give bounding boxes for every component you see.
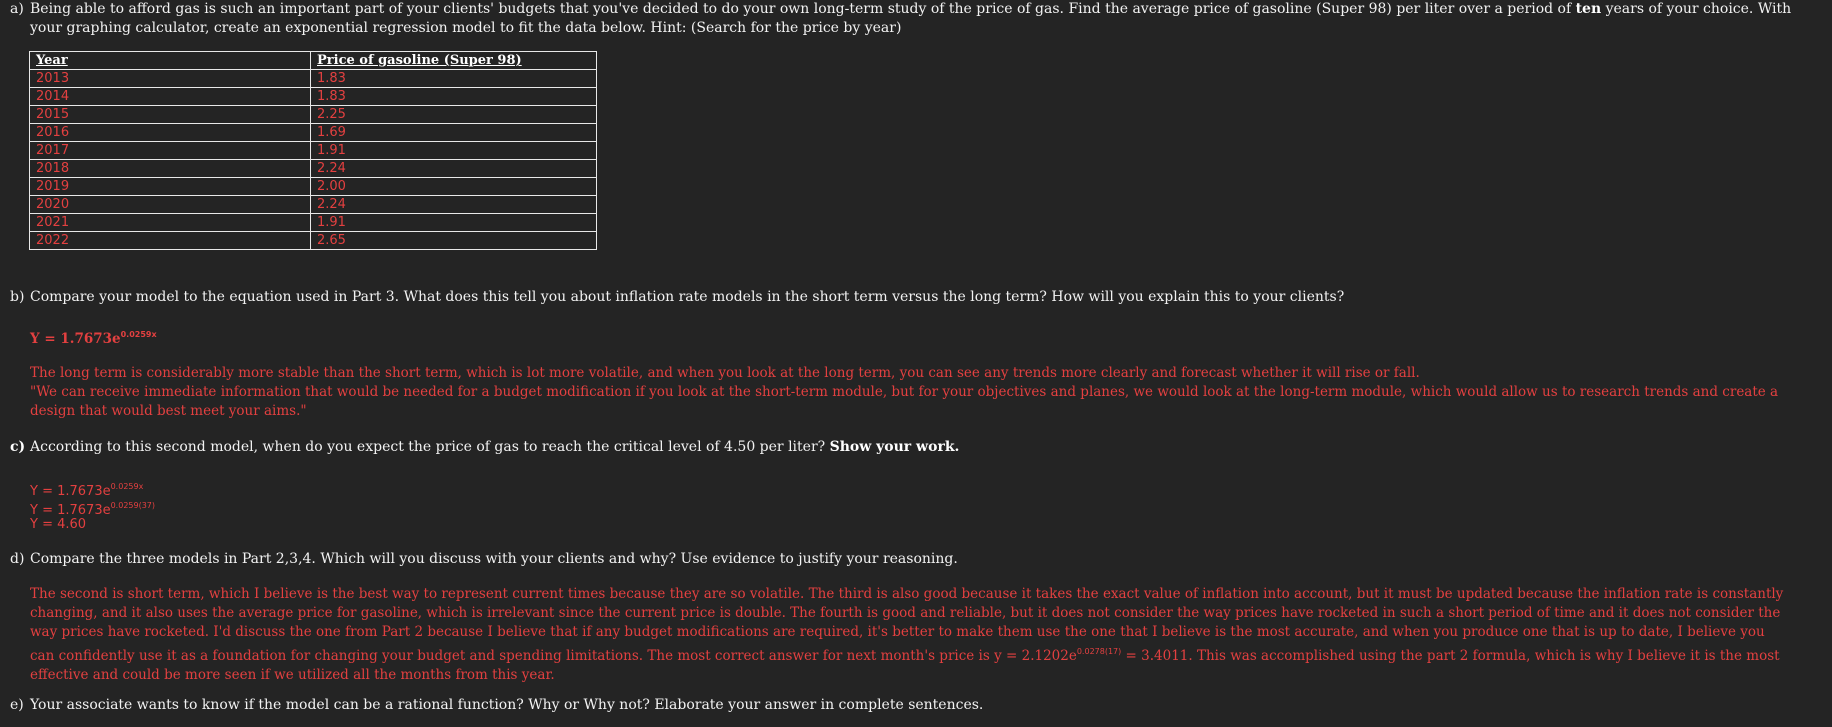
price-cell: 2.25 [311,106,597,124]
table-row [30,232,597,250]
question-a-text-1: Being able to afford gas is such an important part of your clients' budgets that you've decided to do your own long-term study of the price of gas. Find the average price of gasoline (Super 98) per liter over a period of [30,1,1576,17]
price-cell: 1.69 [311,124,597,142]
equation-base: Y = 1.7673e [30,503,111,518]
question-c [10,438,1818,457]
year-cell: 2018 [30,160,311,178]
year-cell: 2022 [30,232,311,250]
price-cell: 1.83 [311,88,597,106]
answer-b-text-2: "We can receive immediate information that would be needed for a budget modification if you look at the short-term module, but for your objectives and planes, we would look at the long-term module, which would allow us to research trends and create a design that would best meet your aims." [30,384,1779,419]
table-header-row [30,52,597,70]
table-row [30,178,597,196]
header-year: Year [30,52,311,70]
answer-c-line-3: Y = 4.60 [30,517,87,532]
price-cell: 1.83 [311,70,597,88]
year-cell: 2017 [30,142,311,160]
table-row [30,142,597,160]
question-e-text: Your associate wants to know if the model can be a rational function? Why or Why not? Elaborate your answer in complete sentences. [30,697,984,713]
table-row [30,214,597,232]
question-a-bold: ten [1575,1,1602,17]
table-row [30,196,597,214]
question-a [10,0,1818,38]
question-c-bold: Show your work. [829,439,960,455]
table-row [30,124,597,142]
question-e-label: e) [10,697,24,713]
equation-exponent: 0.0259(37) [110,501,156,510]
equation-exponent: 0.0259x [110,482,144,491]
question-d-label: d) [10,551,25,567]
gas-price-table [29,51,597,250]
price-cell: 1.91 [311,142,597,160]
answer-d-part-2: = 3.4011. This was accomplished using the part 2 formula, which is why I believe it is the most effective and could be more seen if we utilized all the months from this year. [30,648,1780,683]
equation-base: Y = 1.7673e [30,484,111,499]
year-cell: 2014 [30,88,311,106]
answer-d-text [30,585,1792,685]
question-b-label: b) [10,289,25,305]
answer-b-equation [30,325,157,349]
question-a-label: a) [10,1,24,17]
price-cell: 2.24 [311,196,597,214]
answer-d-part-1: The second is short term, which I believe is the best way to represent current times because they are so volatile. The third is also good because it takes the exact value of inflation into account, but it must be updated because the inflation rate is constantly changing, and it also uses the average price for gasoline, which is irrelevant since the current price is double. The fourth is good and reliable, but it does not consider the way prices have rocketed in such a short period of time and it does not consider the way prices have rocketed. I'd discuss the one from Part 2 because I believe that if any budget modifications are required, it's better to make them use the one that I believe is the most accurate, and when you produce one that is up to date, I believe you can confidently use it as a foundation for changing your budget and spending limitations. The most correct answer for next month's price is y = 2.1202e [30,586,1784,664]
price-cell: 1.91 [311,214,597,232]
question-c-label: c) [10,439,26,455]
question-a-text-2: your graphing calculator, create an exponential regression model to fit the data below. Hint: (Search for the price by year) [30,20,902,36]
year-cell: 2013 [30,70,311,88]
table-row [30,70,597,88]
price-cell: 2.00 [311,178,597,196]
table-row [30,88,597,106]
equation-base: Y = 1.7673e [30,331,121,347]
year-cell: 2015 [30,106,311,124]
equation-exponent: 0.0278(17) [1076,647,1122,656]
price-cell: 2.24 [311,160,597,178]
question-b [10,288,1818,307]
question-e [10,696,1818,715]
year-cell: 2020 [30,196,311,214]
answer-b-text-1: The long term is considerably more stable than the short term, which is lot more volatile, and when you look at the long term, you can see any trends more clearly and forecast whether it will rise or fall. [30,365,1420,381]
year-cell: 2019 [30,178,311,196]
question-c-text: According to this second model, when do you expect the price of gas to reach the critical level of 4.50 per liter? [30,439,830,455]
question-a-text-1-end: years of your choice. With [1601,1,1792,17]
table-row [30,106,597,124]
equation-exponent: 0.0259x [120,330,157,339]
question-d [10,550,1818,569]
table-row [30,160,597,178]
price-cell: 2.65 [311,232,597,250]
year-cell: 2016 [30,124,311,142]
question-b-text: Compare your model to the equation used in Part 3. What does this tell you about inflation rate models in the short term versus the long term? How will you explain this to your clients? [30,289,1345,305]
header-price: Price of gasoline (Super 98) [311,52,597,70]
question-d-text: Compare the three models in Part 2,3,4. Which will you discuss with your clients and why? Use evidence to justify your reasoning. [30,551,958,567]
year-cell: 2021 [30,214,311,232]
